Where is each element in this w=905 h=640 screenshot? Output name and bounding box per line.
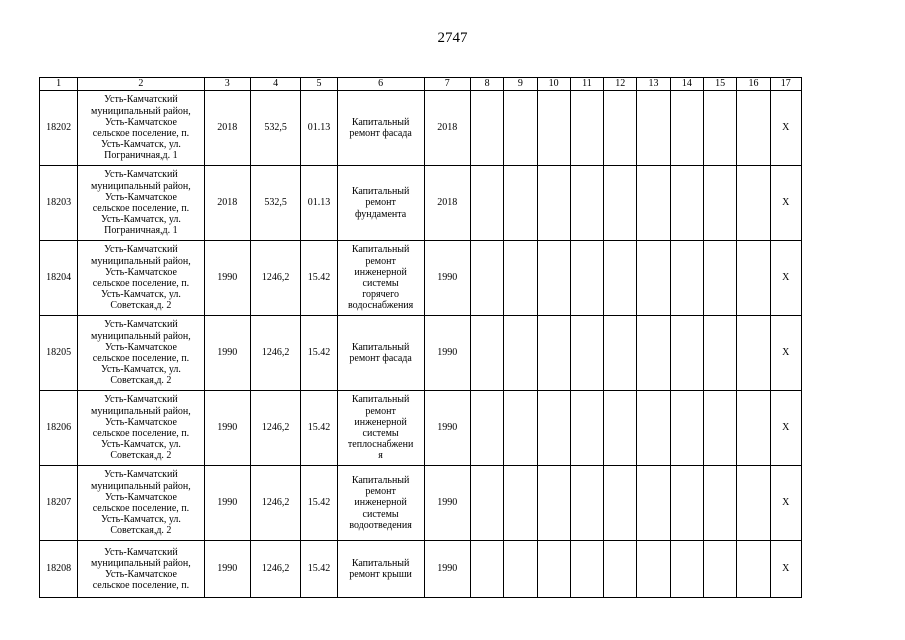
row-id-cell: 18202 bbox=[40, 91, 78, 166]
empty-cell bbox=[670, 91, 703, 166]
empty-cell bbox=[604, 166, 637, 241]
header-cell: 15 bbox=[704, 78, 737, 91]
empty-cell bbox=[604, 466, 637, 541]
empty-cell bbox=[637, 316, 670, 391]
code-cell: 01.13 bbox=[301, 91, 337, 166]
empty-cell bbox=[737, 166, 770, 241]
year-cell: 1990 bbox=[204, 241, 250, 316]
work-type-cell: Капитальный ремонт инженерной системы теплоснабжени я bbox=[337, 391, 424, 466]
header-cell: 6 bbox=[337, 78, 424, 91]
header-cell: 17 bbox=[770, 78, 801, 91]
empty-cell bbox=[570, 316, 603, 391]
header-cell: 14 bbox=[670, 78, 703, 91]
plan-year-cell: 2018 bbox=[424, 166, 470, 241]
empty-cell bbox=[637, 541, 670, 598]
empty-cell bbox=[637, 466, 670, 541]
address-cell: Усть-Камчатский муниципальный район, Усть-Камчатское сельское поселение, п. Усть-Камчатск, ул. Пограничная,д. 1 bbox=[78, 91, 204, 166]
header-cell: 9 bbox=[504, 78, 537, 91]
empty-cell bbox=[670, 391, 703, 466]
mark-cell: X bbox=[770, 466, 801, 541]
empty-cell bbox=[470, 391, 503, 466]
mark-cell: X bbox=[770, 316, 801, 391]
year-cell: 2018 bbox=[204, 166, 250, 241]
header-cell: 11 bbox=[570, 78, 603, 91]
empty-cell bbox=[470, 466, 503, 541]
work-type-cell: Капитальный ремонт инженерной системы горячего водоснабжения bbox=[337, 241, 424, 316]
empty-cell bbox=[570, 166, 603, 241]
year-cell: 1990 bbox=[204, 316, 250, 391]
empty-cell bbox=[537, 91, 570, 166]
repair-schedule-table bbox=[39, 77, 802, 598]
empty-cell bbox=[704, 466, 737, 541]
address-cell: Усть-Камчатский муниципальный район, Усть-Камчатское сельское поселение, п. bbox=[78, 541, 204, 598]
table-row bbox=[40, 541, 802, 598]
header-cell: 3 bbox=[204, 78, 250, 91]
empty-cell bbox=[704, 391, 737, 466]
empty-cell bbox=[737, 466, 770, 541]
empty-cell bbox=[504, 91, 537, 166]
code-cell: 15.42 bbox=[301, 391, 337, 466]
row-id-cell: 18208 bbox=[40, 541, 78, 598]
empty-cell bbox=[704, 316, 737, 391]
empty-cell bbox=[470, 316, 503, 391]
empty-cell bbox=[704, 91, 737, 166]
table-body bbox=[40, 78, 802, 598]
work-type-cell: Капитальный ремонт крыши bbox=[337, 541, 424, 598]
address-cell: Усть-Камчатский муниципальный район, Усть-Камчатское сельское поселение, п. Усть-Камчатск, ул. Советская,д. 2 bbox=[78, 466, 204, 541]
area-cell: 532,5 bbox=[250, 91, 300, 166]
mark-cell: X bbox=[770, 541, 801, 598]
empty-cell bbox=[537, 241, 570, 316]
header-cell: 8 bbox=[470, 78, 503, 91]
empty-cell bbox=[737, 541, 770, 598]
empty-cell bbox=[470, 241, 503, 316]
year-cell: 2018 bbox=[204, 91, 250, 166]
empty-cell bbox=[604, 91, 637, 166]
area-cell: 1246,2 bbox=[250, 241, 300, 316]
header-cell: 16 bbox=[737, 78, 770, 91]
work-type-cell: Капитальный ремонт инженерной системы водоотведения bbox=[337, 466, 424, 541]
empty-cell bbox=[637, 91, 670, 166]
mark-cell: X bbox=[770, 241, 801, 316]
table-row bbox=[40, 166, 802, 241]
empty-cell bbox=[670, 241, 703, 316]
plan-year-cell: 2018 bbox=[424, 91, 470, 166]
area-cell: 1246,2 bbox=[250, 466, 300, 541]
plan-year-cell: 1990 bbox=[424, 241, 470, 316]
empty-cell bbox=[704, 166, 737, 241]
empty-cell bbox=[670, 466, 703, 541]
address-cell: Усть-Камчатский муниципальный район, Усть-Камчатское сельское поселение, п. Усть-Камчатск, ул. Советская,д. 2 bbox=[78, 391, 204, 466]
table-row bbox=[40, 241, 802, 316]
empty-cell bbox=[570, 541, 603, 598]
address-cell: Усть-Камчатский муниципальный район, Усть-Камчатское сельское поселение, п. Усть-Камчатск, ул. Пограничная,д. 1 bbox=[78, 166, 204, 241]
empty-cell bbox=[604, 316, 637, 391]
empty-cell bbox=[637, 166, 670, 241]
empty-cell bbox=[737, 316, 770, 391]
code-cell: 15.42 bbox=[301, 316, 337, 391]
area-cell: 1246,2 bbox=[250, 391, 300, 466]
work-type-cell: Капитальный ремонт фундамента bbox=[337, 166, 424, 241]
empty-cell bbox=[504, 466, 537, 541]
table-row bbox=[40, 91, 802, 166]
empty-cell bbox=[737, 91, 770, 166]
header-cell: 4 bbox=[250, 78, 300, 91]
year-cell: 1990 bbox=[204, 391, 250, 466]
header-cell: 1 bbox=[40, 78, 78, 91]
header-cell: 13 bbox=[637, 78, 670, 91]
code-cell: 15.42 bbox=[301, 541, 337, 598]
year-cell: 1990 bbox=[204, 541, 250, 598]
empty-cell bbox=[704, 241, 737, 316]
empty-cell bbox=[470, 166, 503, 241]
empty-cell bbox=[570, 391, 603, 466]
plan-year-cell: 1990 bbox=[424, 466, 470, 541]
page-number: 2747 bbox=[437, 30, 468, 46]
empty-cell bbox=[537, 391, 570, 466]
empty-cell bbox=[537, 316, 570, 391]
empty-cell bbox=[504, 241, 537, 316]
header-cell: 7 bbox=[424, 78, 470, 91]
code-cell: 01.13 bbox=[301, 166, 337, 241]
empty-cell bbox=[470, 541, 503, 598]
empty-cell bbox=[537, 166, 570, 241]
empty-cell bbox=[537, 541, 570, 598]
plan-year-cell: 1990 bbox=[424, 541, 470, 598]
code-cell: 15.42 bbox=[301, 241, 337, 316]
area-cell: 1246,2 bbox=[250, 541, 300, 598]
mark-cell: X bbox=[770, 166, 801, 241]
address-cell: Усть-Камчатский муниципальный район, Усть-Камчатское сельское поселение, п. Усть-Камчатск, ул. Советская,д. 2 bbox=[78, 316, 204, 391]
address-cell: Усть-Камчатский муниципальный район, Усть-Камчатское сельское поселение, п. Усть-Камчатск, ул. Советская,д. 2 bbox=[78, 241, 204, 316]
empty-cell bbox=[637, 391, 670, 466]
table-row bbox=[40, 391, 802, 466]
header-cell: 10 bbox=[537, 78, 570, 91]
empty-cell bbox=[737, 241, 770, 316]
empty-cell bbox=[570, 241, 603, 316]
empty-cell bbox=[670, 541, 703, 598]
row-id-cell: 18204 bbox=[40, 241, 78, 316]
empty-cell bbox=[504, 166, 537, 241]
mark-cell: X bbox=[770, 91, 801, 166]
area-cell: 532,5 bbox=[250, 166, 300, 241]
row-id-cell: 18203 bbox=[40, 166, 78, 241]
empty-cell bbox=[504, 391, 537, 466]
empty-cell bbox=[670, 166, 703, 241]
empty-cell bbox=[570, 466, 603, 541]
table-row bbox=[40, 466, 802, 541]
empty-cell bbox=[604, 391, 637, 466]
plan-year-cell: 1990 bbox=[424, 391, 470, 466]
header-row bbox=[40, 78, 802, 91]
row-id-cell: 18206 bbox=[40, 391, 78, 466]
empty-cell bbox=[704, 541, 737, 598]
table-row bbox=[40, 316, 802, 391]
row-id-cell: 18207 bbox=[40, 466, 78, 541]
empty-cell bbox=[504, 316, 537, 391]
header-cell: 5 bbox=[301, 78, 337, 91]
empty-cell bbox=[604, 241, 637, 316]
empty-cell bbox=[504, 541, 537, 598]
area-cell: 1246,2 bbox=[250, 316, 300, 391]
empty-cell bbox=[737, 391, 770, 466]
year-cell: 1990 bbox=[204, 466, 250, 541]
header-cell: 2 bbox=[78, 78, 204, 91]
empty-cell bbox=[637, 241, 670, 316]
empty-cell bbox=[537, 466, 570, 541]
mark-cell: X bbox=[770, 391, 801, 466]
work-type-cell: Капитальный ремонт фасада bbox=[337, 316, 424, 391]
plan-year-cell: 1990 bbox=[424, 316, 470, 391]
header-cell: 12 bbox=[604, 78, 637, 91]
work-type-cell: Капитальный ремонт фасада bbox=[337, 91, 424, 166]
empty-cell bbox=[470, 91, 503, 166]
empty-cell bbox=[604, 541, 637, 598]
code-cell: 15.42 bbox=[301, 466, 337, 541]
empty-cell bbox=[570, 91, 603, 166]
row-id-cell: 18205 bbox=[40, 316, 78, 391]
empty-cell bbox=[670, 316, 703, 391]
